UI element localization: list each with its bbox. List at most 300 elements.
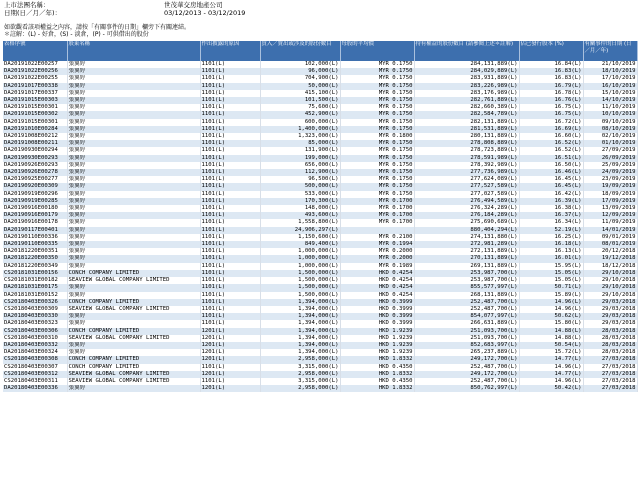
cell-pct-issued: 16.46(L) [519, 169, 583, 176]
cell-shares-held: 277,736,989(L) [414, 169, 519, 176]
cell-form-no[interactable]: DA20191010E00284 [3, 126, 67, 133]
cell-form-no[interactable]: DA20190930E00294 [3, 147, 67, 154]
cell-shares-traded: 101,500(L) [260, 97, 340, 104]
cell-reason: 1101(L) [200, 248, 260, 255]
table-row [3, 155, 637, 162]
cell-event-date[interactable]: 25/09/2019 [583, 162, 637, 169]
cell-shareholder[interactable]: 張翼婷 [67, 176, 200, 183]
cell-form-no[interactable]: CS20180403E00326 [3, 299, 67, 306]
cell-reason: 1201(L) [200, 356, 260, 363]
cell-form-no[interactable]: DA20181031E00175 [3, 284, 67, 291]
cell-shareholder[interactable]: 張翼婷 [67, 61, 200, 68]
cell-shares-held: 249,172,700(L) [414, 356, 519, 363]
cell-event-date[interactable]: 19/09/2019 [583, 183, 637, 190]
cell-reason: 1101(L) [200, 241, 260, 248]
cell-form-no[interactable]: DA20181031E00152 [3, 292, 67, 299]
cell-shares-held: 277,027,589(L) [414, 191, 519, 198]
header-row [3, 41, 637, 61]
table-row [3, 205, 637, 212]
cell-shareholder[interactable]: 張翼婷 [67, 212, 200, 219]
cell-avg-price: MYR 0.2100 [340, 234, 414, 241]
cell-form-no[interactable]: CS20180403E00309 [3, 306, 67, 313]
cell-avg-price: MYR 0.1700 [340, 219, 414, 226]
cell-pct-issued: 16.34(L) [519, 219, 583, 226]
cell-shares-traded: 1,500,000(L) [260, 270, 340, 277]
cell-event-date[interactable]: 29/03/2018 [583, 313, 637, 320]
cell-shares-held: 274,131,880(L) [414, 234, 519, 241]
cell-event-date[interactable]: 16/10/2019 [583, 83, 637, 90]
cell-shares-traded: 1,400,000(L) [260, 126, 340, 133]
cell-shares-held: 282,584,789(L) [414, 111, 519, 118]
cell-pct-issued: 50.54(L) [519, 342, 583, 349]
cell-reason: 1101(L) [200, 306, 260, 313]
cell-form-no[interactable]: DA20191017E00338 [3, 83, 67, 90]
cell-shares-held: 277,624,089(L) [414, 176, 519, 183]
table-row [3, 371, 637, 378]
cell-shareholder[interactable]: 張翼婷 [67, 292, 200, 299]
cell-avg-price: HKD 1.9239 [340, 335, 414, 342]
cell-event-date[interactable]: 28/03/2018 [583, 335, 637, 342]
cell-pct-issued: 50.62(L) [519, 313, 583, 320]
cell-shareholder[interactable]: 張翼婷 [67, 205, 200, 212]
cell-reason: 1101(L) [200, 320, 260, 327]
cell-form-no[interactable]: DA20191008E00212 [3, 133, 67, 140]
table-row [3, 183, 637, 190]
table-row [3, 104, 637, 111]
cell-event-date[interactable]: 11/10/2019 [583, 104, 637, 111]
cell-pct-issued: 50.42(L) [519, 385, 583, 392]
cell-avg-price: MYR 0.1994 [340, 241, 414, 248]
cell-shares-traded: 131,900(L) [260, 147, 340, 154]
cell-avg-price: MYR 0.1750 [340, 75, 414, 82]
cell-pct-issued: 16.79(L) [519, 83, 583, 90]
table-row [3, 356, 637, 363]
cell-pct-issued: 16.76(L) [519, 97, 583, 104]
cell-shareholder[interactable]: SEAVIEW GLOBAL COMPANY LIMITED [67, 335, 200, 342]
cell-shares-held: 852,683,997(L) [414, 342, 519, 349]
cell-event-date[interactable]: 18/09/2019 [583, 191, 637, 198]
cell-form-no[interactable]: DA20180403E00324 [3, 349, 67, 356]
cell-avg-price: MYR 0.1750 [340, 68, 414, 75]
col-shares-held[interactable]: 持有權益的股份數目 (請參閱上述＊註解) [414, 41, 519, 61]
cell-event-date[interactable]: 29/03/2018 [583, 306, 637, 313]
cell-event-date[interactable]: 21/10/2019 [583, 61, 637, 68]
cell-shareholder[interactable]: 張翼婷 [67, 68, 200, 75]
cell-shares-traded: 1,394,000(L) [260, 320, 340, 327]
cell-shares-traded: 1,394,000(L) [260, 313, 340, 320]
cell-form-no[interactable]: DA20191022E00255 [3, 75, 67, 82]
company-name: 世茂華交房地產公司 [164, 1, 223, 9]
cell-form-no[interactable]: DA20190110E00336 [3, 234, 67, 241]
table-row [3, 378, 637, 385]
cell-shares-traded: 1,323,000(L) [260, 133, 340, 140]
cell-avg-price: MYR 0.1800 [340, 133, 414, 140]
cell-shares-held: 282,761,889(L) [414, 97, 519, 104]
cell-form-no[interactable]: DA20181220E00349 [3, 263, 67, 270]
cell-avg-price: HKD 1.9239 [340, 349, 414, 356]
cell-avg-price: HKD 0.4254 [340, 277, 414, 284]
cell-event-date[interactable]: 28/03/2018 [583, 328, 637, 335]
cell-event-date[interactable]: 08/10/2019 [583, 126, 637, 133]
cell-pct-issued: 16.45(L) [519, 176, 583, 183]
cell-shares-held: 252,487,700(L) [414, 364, 519, 371]
cell-form-no[interactable]: DA20190919E00285 [3, 198, 67, 205]
cell-avg-price: MYR 0.1750 [340, 155, 414, 162]
cell-shareholder[interactable]: 張翼婷 [67, 227, 200, 234]
table-row [3, 335, 637, 342]
cell-event-date[interactable]: 02/10/2019 [583, 133, 637, 140]
cell-event-date[interactable]: 28/03/2018 [583, 349, 637, 356]
cell-avg-price: MYR 0.1700 [340, 212, 414, 219]
cell-form-no[interactable]: DA20190117E00401 [3, 227, 67, 234]
cell-form-no[interactable]: DA20180403E00323 [3, 320, 67, 327]
cell-shareholder[interactable]: 張翼婷 [67, 313, 200, 320]
cell-event-date[interactable]: 29/03/2018 [583, 320, 637, 327]
cell-shares-traded: 1,000,000(L) [260, 248, 340, 255]
table-row [3, 212, 637, 219]
cell-shares-held: 283,226,989(L) [414, 83, 519, 90]
cell-form-no[interactable]: DA20191015E00301 [3, 119, 67, 126]
cell-pct-issued: 16.42(L) [519, 191, 583, 198]
cell-avg-price: MYR 0.1750 [340, 126, 414, 133]
cell-form-no[interactable]: DA20191015E00301 [3, 104, 67, 111]
cell-form-no[interactable]: CS20180403E00306 [3, 328, 67, 335]
cell-shares-held: 278,392,989(L) [414, 162, 519, 169]
cell-avg-price: MYR 0.1750 [340, 176, 414, 183]
cell-pct-issued: 16.69(L) [519, 126, 583, 133]
cell-shares-held: 272,131,889(L) [414, 248, 519, 255]
cell-event-date[interactable]: 11/09/2019 [583, 219, 637, 226]
cell-shareholder[interactable]: SEAVIEW GLOBAL COMPANY LIMITED [67, 371, 200, 378]
cell-shareholder[interactable]: 張翼婷 [67, 349, 200, 356]
cell-shareholder[interactable]: 張翼婷 [67, 198, 200, 205]
cell-event-date[interactable]: 20/12/2018 [583, 248, 637, 255]
cell-event-date[interactable]: 29/10/2018 [583, 292, 637, 299]
company-label: 上市法團名稱： [4, 1, 50, 9]
cell-avg-price: MYR 0.1989 [340, 263, 414, 270]
cell-reason: 1101(L) [200, 364, 260, 371]
table-row [3, 299, 637, 306]
cell-form-no[interactable]: DA20191008E00211 [3, 140, 67, 147]
cell-event-date[interactable]: 29/03/2018 [583, 299, 637, 306]
cell-form-no[interactable]: DA20190916E00179 [3, 212, 67, 219]
cell-form-no[interactable]: DA20191015E00302 [3, 111, 67, 118]
table-row [3, 364, 637, 371]
cell-event-date[interactable]: 10/10/2019 [583, 111, 637, 118]
cell-pct-issued: 16.83(L) [519, 75, 583, 82]
cell-event-date[interactable]: 27/03/2018 [583, 378, 637, 385]
col-shareholder[interactable]: 股東名稱 [67, 41, 200, 61]
cell-event-date[interactable]: 18/10/2019 [583, 68, 637, 75]
cell-shareholder[interactable]: 張翼婷 [67, 191, 200, 198]
table-row [3, 313, 637, 320]
cell-shares-traded: 1,000,000(L) [260, 263, 340, 270]
col-form-no[interactable]: 表格序號 [3, 41, 67, 61]
cell-shareholder[interactable]: 張翼婷 [67, 111, 200, 118]
cell-shareholder[interactable]: 張翼婷 [67, 83, 200, 90]
table-row [3, 241, 637, 248]
cell-shareholder[interactable]: 張翼婷 [67, 255, 200, 262]
cell-shareholder[interactable]: 張翼婷 [67, 241, 200, 248]
cell-shares-held: 280,131,889(L) [414, 133, 519, 140]
col-reason[interactable]: 作出披露的原因 [200, 41, 260, 61]
cell-event-date[interactable]: 27/09/2019 [583, 147, 637, 154]
cell-event-date[interactable]: 14/10/2019 [583, 97, 637, 104]
cell-avg-price: MYR 0.1750 [340, 90, 414, 97]
cell-event-date[interactable]: 26/09/2019 [583, 155, 637, 162]
cell-event-date[interactable]: 27/03/2018 [583, 364, 637, 371]
cell-event-date[interactable]: 14/01/2019 [583, 227, 637, 234]
cell-form-no[interactable]: DA20190930E00293 [3, 155, 67, 162]
cell-avg-price: HKD 0.4254 [340, 284, 414, 291]
cell-shareholder[interactable]: 張翼婷 [67, 140, 200, 147]
cell-form-no[interactable]: DA20190919E00296 [3, 191, 67, 198]
cell-reason: 1101(L) [200, 97, 260, 104]
cell-event-date[interactable]: 29/10/2018 [583, 284, 637, 291]
cell-shares-held: 277,527,589(L) [414, 183, 519, 190]
cell-shares-held: 284,029,889(L) [414, 68, 519, 75]
cell-pct-issued: 15.89(L) [519, 292, 583, 299]
cell-form-no[interactable]: DA20181220E00350 [3, 255, 67, 262]
cell-shareholder[interactable]: CONCH COMPANY LIMITED [67, 364, 200, 371]
cell-event-date[interactable]: 01/10/2019 [583, 140, 637, 147]
cell-pct-issued: 14.77(L) [519, 356, 583, 363]
cell-shareholder[interactable]: 張翼婷 [67, 284, 200, 291]
cell-avg-price: MYR 0.1750 [340, 111, 414, 118]
cell-form-no[interactable]: DA20190110E00335 [3, 241, 67, 248]
cell-event-date[interactable]: 18/12/2018 [583, 263, 637, 270]
cell-event-date[interactable]: 27/03/2018 [583, 356, 637, 363]
cell-pct-issued: 52.19(L) [519, 227, 583, 234]
cell-event-date[interactable]: 17/09/2019 [583, 198, 637, 205]
cell-form-no[interactable]: DA20190926E00293 [3, 162, 67, 169]
cell-reason: 1101(L) [200, 234, 260, 241]
cell-shareholder[interactable]: 張翼婷 [67, 90, 200, 97]
table-row [3, 349, 637, 356]
cell-event-date[interactable]: 23/09/2019 [583, 176, 637, 183]
cell-reason: 1101(L) [200, 263, 260, 270]
cell-pct-issued: 14.96(L) [519, 378, 583, 385]
cell-shareholder[interactable]: 張翼婷 [67, 320, 200, 327]
cell-shares-held: 265,237,889(L) [414, 349, 519, 356]
table-row [3, 83, 637, 90]
cell-shares-traded: 3,315,000(L) [260, 364, 340, 371]
cell-shareholder[interactable]: 張翼婷 [67, 219, 200, 226]
cell-event-date[interactable]: 09/01/2019 [583, 234, 637, 241]
legend-note: ＊註解：(L) - 好倉，(S) - 淡倉，(P) - 可供借出的股份 [4, 31, 149, 38]
cell-shares-held: 276,184,289(L) [414, 212, 519, 219]
cell-event-date[interactable]: 19/12/2018 [583, 255, 637, 262]
cell-shareholder[interactable]: 張翼婷 [67, 385, 200, 392]
cell-avg-price: HKD 1.8332 [340, 385, 414, 392]
cell-pct-issued: 16.72(L) [519, 119, 583, 126]
cell-form-no[interactable]: CS20180403E00308 [3, 356, 67, 363]
cell-shares-held: 284,131,889(L) [414, 61, 519, 68]
cell-pct-issued: 16.18(L) [519, 241, 583, 248]
cell-form-no[interactable]: CS20180403E00310 [3, 335, 67, 342]
cell-form-no[interactable]: DA20181220E00351 [3, 248, 67, 255]
cell-avg-price: HKD 0.4350 [340, 378, 414, 385]
cell-reason: 1101(L) [200, 111, 260, 118]
cell-event-date[interactable]: 17/10/2019 [583, 75, 637, 82]
cell-pct-issued: 16.45(L) [519, 183, 583, 190]
cell-shareholder[interactable]: 張翼婷 [67, 126, 200, 133]
cell-shareholder[interactable]: 張翼婷 [67, 162, 200, 169]
cell-form-no[interactable]: DA20191022E00257 [3, 61, 67, 68]
cell-shares-traded: 1,500,000(L) [260, 284, 340, 291]
table-row [3, 248, 637, 255]
cell-form-no[interactable]: DA20190925E00277 [3, 176, 67, 183]
cell-form-no[interactable]: DA20190920E00309 [3, 183, 67, 190]
cell-shareholder[interactable]: SEAVIEW GLOBAL COMPANY LIMITED [67, 306, 200, 313]
cell-form-no[interactable]: DA20190916E00180 [3, 205, 67, 212]
cell-shareholder[interactable]: 張翼婷 [67, 97, 200, 104]
cell-shares-held: 270,131,889(L) [414, 255, 519, 262]
cell-pct-issued: 16.25(L) [519, 234, 583, 241]
cell-shares-held: 278,723,889(L) [414, 147, 519, 154]
cell-avg-price: MYR 0.1750 [340, 183, 414, 190]
cell-shares-traded: 102,000(L) [260, 61, 340, 68]
cell-avg-price: MYR 0.1700 [340, 205, 414, 212]
cell-shareholder[interactable]: CONCH COMPANY LIMITED [67, 356, 200, 363]
cell-shares-held: 855,577,997(L) [414, 284, 519, 291]
cell-shares-traded: 170,300(L) [260, 198, 340, 205]
cell-avg-price: HKD 0.4254 [340, 270, 414, 277]
cell-avg-price [340, 227, 414, 234]
cell-form-no[interactable]: DA20191022E00256 [3, 68, 67, 75]
table-row [3, 133, 637, 140]
cell-shareholder[interactable]: 張翼婷 [67, 342, 200, 349]
cell-form-no[interactable]: CS20181031E00156 [3, 270, 67, 277]
cell-form-no[interactable]: DA20180403E00336 [3, 385, 67, 392]
cell-shareholder[interactable]: 張翼婷 [67, 147, 200, 154]
cell-shareholder[interactable]: 張翼婷 [67, 183, 200, 190]
cell-form-no[interactable]: CS20181031E00182 [3, 277, 67, 284]
cell-form-no[interactable]: DA20190926E00278 [3, 169, 67, 176]
col-shares-traded[interactable]: 買入／賣出或涉及的股份數目 [260, 41, 340, 61]
cell-shares-traded: 1,558,800(L) [260, 219, 340, 226]
cell-form-no[interactable]: DA20191017E00337 [3, 90, 67, 97]
cell-avg-price: MYR 0.1750 [340, 140, 414, 147]
cell-shareholder[interactable]: 張翼婷 [67, 75, 200, 82]
cell-avg-price: HKD 0.4254 [340, 292, 414, 299]
cell-avg-price: MYR 0.2000 [340, 248, 414, 255]
cell-shareholder[interactable]: 張翼婷 [67, 248, 200, 255]
cell-shareholder[interactable]: CONCH COMPANY LIMITED [67, 270, 200, 277]
cell-avg-price: MYR 0.1750 [340, 169, 414, 176]
cell-shareholder[interactable]: 張翼婷 [67, 234, 200, 241]
cell-shares-traded: 3,315,000(L) [260, 378, 340, 385]
cell-pct-issued: 14.77(L) [519, 371, 583, 378]
cell-reason: 1101(L) [200, 299, 260, 306]
cell-event-date[interactable]: 13/09/2019 [583, 205, 637, 212]
cell-shares-traded: 500,000(L) [260, 183, 340, 190]
table-row [3, 147, 637, 154]
cell-reason: 1101(L) [200, 61, 260, 68]
cell-form-no[interactable]: CS20180403E00311 [3, 378, 67, 385]
cell-shares-traded: 600,000(L) [260, 119, 340, 126]
cell-avg-price: MYR 0.1700 [340, 198, 414, 205]
cell-form-no[interactable]: DA20190916E00178 [3, 219, 67, 226]
cell-reason: 1101(L) [200, 75, 260, 82]
cell-pct-issued: 15.95(L) [519, 263, 583, 270]
cell-pct-issued: 14.88(L) [519, 328, 583, 335]
cell-reason: 1101(L) [200, 212, 260, 219]
col-avg-price[interactable]: 每股的平均價 [340, 41, 414, 61]
cell-shareholder[interactable]: 張翼婷 [67, 133, 200, 140]
cell-shareholder[interactable]: SEAVIEW GLOBAL COMPANY LIMITED [67, 378, 200, 385]
cell-event-date[interactable]: 27/03/2018 [583, 371, 637, 378]
cell-reason: 1101(L) [200, 90, 260, 97]
cell-shareholder[interactable]: SEAVIEW GLOBAL COMPANY LIMITED [67, 277, 200, 284]
cell-event-date[interactable]: 29/10/2018 [583, 270, 637, 277]
cell-shareholder[interactable]: 張翼婷 [67, 104, 200, 111]
cell-avg-price: MYR 0.2000 [340, 255, 414, 262]
cell-event-date[interactable]: 09/10/2019 [583, 119, 637, 126]
cell-pct-issued: 15.05(L) [519, 270, 583, 277]
col-pct-issued[interactable]: 佔已發行股本 (%) [519, 41, 583, 61]
cell-pct-issued: 14.96(L) [519, 364, 583, 371]
cell-shareholder[interactable]: 張翼婷 [67, 119, 200, 126]
cell-shareholder[interactable]: 張翼婷 [67, 169, 200, 176]
cell-event-date[interactable]: 29/10/2018 [583, 277, 637, 284]
table-row [3, 68, 637, 75]
cell-reason: 1101(L) [200, 255, 260, 262]
cell-pct-issued: 15.80(L) [519, 320, 583, 327]
cell-form-no[interactable]: DA20180403E00330 [3, 313, 67, 320]
cell-shares-traded: 1,394,000(L) [260, 349, 340, 356]
table-row [3, 90, 637, 97]
cell-pct-issued: 16.51(L) [519, 155, 583, 162]
cell-pct-issued: 16.39(L) [519, 198, 583, 205]
table-row [3, 97, 637, 104]
cell-shareholder[interactable]: CONCH COMPANY LIMITED [67, 299, 200, 306]
cell-shares-held: 252,487,700(L) [414, 306, 519, 313]
cell-form-no[interactable]: DA20180403E00332 [3, 342, 67, 349]
cell-form-no[interactable]: CS20180403E00312 [3, 371, 67, 378]
cell-reason: 1101(L) [200, 205, 260, 212]
cell-event-date[interactable]: 15/10/2019 [583, 90, 637, 97]
cell-shareholder[interactable]: 張翼婷 [67, 155, 200, 162]
cell-shares-traded: 452,900(L) [260, 111, 340, 118]
col-event-date[interactable]: 有關事件的日期 (日／月／年) [583, 41, 637, 61]
cell-event-date[interactable]: 24/09/2019 [583, 169, 637, 176]
cell-shares-held: 282,131,889(L) [414, 119, 519, 126]
cell-pct-issued: 14.88(L) [519, 335, 583, 342]
cell-shares-traded: 75,600(L) [260, 104, 340, 111]
cell-pct-issued: 16.78(L) [519, 90, 583, 97]
period-range: 03/12/2013 - 03/12/2019 [164, 9, 246, 17]
cell-shareholder[interactable]: 張翼婷 [67, 263, 200, 270]
cell-shareholder[interactable]: CONCH COMPANY LIMITED [67, 328, 200, 335]
cell-shares-held: 272,981,289(L) [414, 241, 519, 248]
cell-event-date[interactable]: 08/01/2019 [583, 241, 637, 248]
table-row [3, 61, 637, 68]
cell-event-date[interactable]: 12/09/2019 [583, 212, 637, 219]
cell-form-no[interactable]: DA20191015E00303 [3, 97, 67, 104]
cell-shares-held: 278,808,889(L) [414, 140, 519, 147]
cell-form-no[interactable]: CS20180403E00307 [3, 364, 67, 371]
cell-shares-traded: 1,000,000(L) [260, 255, 340, 262]
cell-shares-traded: 148,000(L) [260, 205, 340, 212]
cell-pct-issued: 16.83(L) [519, 68, 583, 75]
cell-shares-held: 252,487,700(L) [414, 299, 519, 306]
cell-reason: 1101(L) [200, 219, 260, 226]
cell-pct-issued: 16.50(L) [519, 162, 583, 169]
cell-avg-price: MYR 0.1750 [340, 162, 414, 169]
cell-event-date[interactable]: 28/03/2018 [583, 342, 637, 349]
cell-event-date[interactable]: 27/03/2018 [583, 385, 637, 392]
